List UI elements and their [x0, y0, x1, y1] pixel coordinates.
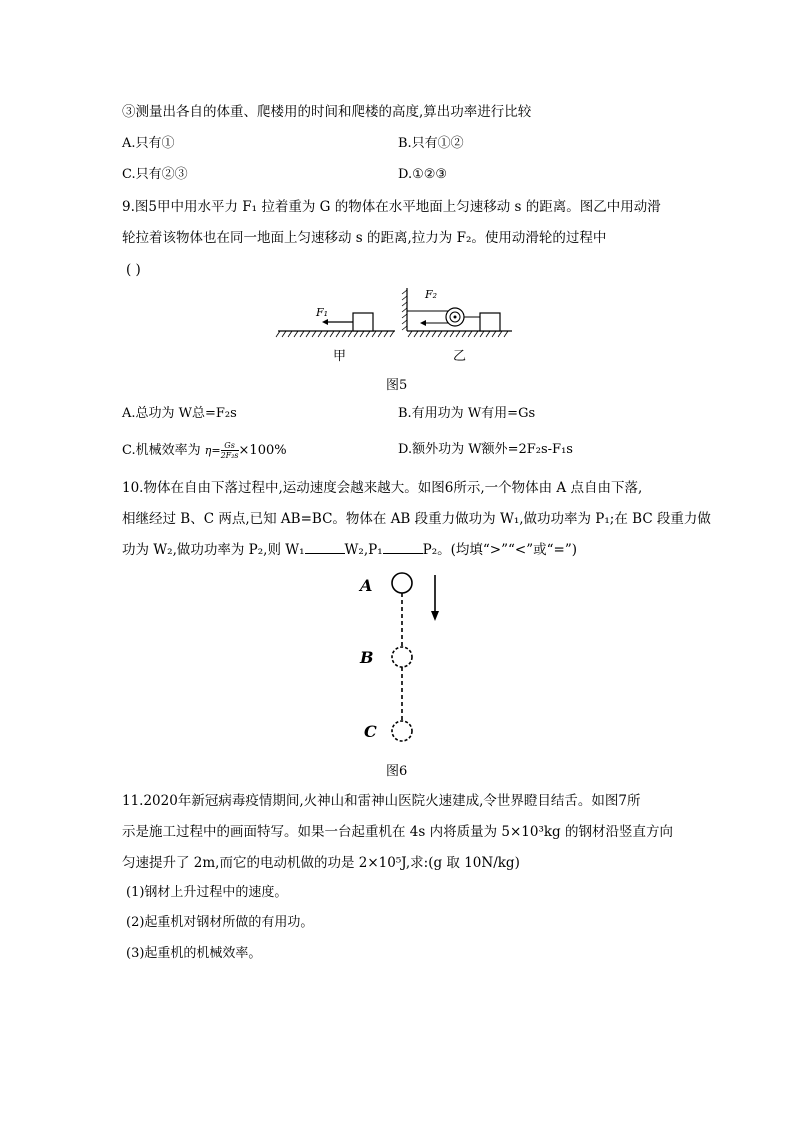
figure-6 [350, 565, 460, 755]
q9-option-c-eta: η= [204, 444, 221, 457]
fig6-label-c: C [364, 722, 377, 741]
q10-stem-line1: 10.物体在自由下落过程中,运动速度会越来越大。如图6所示,一个物体由 A 点自由下落, [122, 480, 643, 496]
q10-blank-2[interactable] [383, 541, 423, 554]
fig6-label-b: B [360, 648, 374, 667]
q11-subquestion-1: (1)钢材上升过程中的速度。 [126, 885, 288, 900]
fig5-jia-hatching [276, 331, 394, 337]
q11-stem-line1: 11.2020年新冠病毒疫情期间,火神山和雷神山医院火速建成,令世界瞪目结舌。如图7所 [122, 793, 641, 809]
q10-line3-part3: P₂。(均填“>”“<”或“=”) [422, 542, 577, 558]
fig5-caption: 图5 [386, 378, 408, 393]
q9-option-c-fraction [221, 441, 239, 460]
fig6-ball-a [392, 573, 412, 593]
fig5-yi-wall-hatching [402, 290, 407, 330]
q11-stem-line2: 示是施工过程中的画面特写。如果一台起重机在 4s 内将质量为 5×10³kg 的钢材沿竖直方向 [122, 824, 673, 840]
fig5-label-f2: F₂ [425, 288, 438, 301]
fig6-ball-b [392, 647, 412, 667]
q9-option-b: B.有用功为 W有用=Gs [398, 406, 536, 421]
fig5-yi-block [480, 313, 500, 331]
q9-option-c-suffix: ×100% [238, 443, 287, 458]
fig6-label-a: A [360, 576, 373, 595]
fig5-label-jia: 甲 [333, 349, 347, 364]
q9-option-c-prefix: C.机械效率为 [122, 443, 201, 458]
q9-option-c-denominator: 2F₂s [220, 451, 239, 460]
q8-option-b: B.只有①② [398, 136, 464, 151]
fig5-yi-hatching [408, 331, 508, 337]
q11-subquestion-3: (3)起重机的机械效率。 [126, 946, 262, 961]
q11-stem-line3: 匀速提升了 2m,而它的电动机做的功是 2×10⁵J,求:(g 取 10N/kg) [122, 855, 520, 871]
fig5-label-f1: F₁ [316, 306, 329, 319]
q9-option-a: A.总功为 W总=F₂s [122, 406, 237, 421]
q9-option-d: D.额外功为 W额外=2F₂s-F₁s [398, 442, 573, 457]
figure-5 [270, 284, 520, 374]
q10-stem-line2: 相继经过 B、C 两点,已知 AB=BC。物体在 AB 段重力做功为 W₁,做功功率为 P₁;在 BC 段重力做 [122, 511, 711, 527]
q9-option-c [122, 441, 287, 460]
q9-option-c-numerator: Gs [221, 441, 239, 451]
q8-item3: ③测量出各自的体重、爬楼用的时间和爬楼的高度,算出功率进行比较 [122, 104, 532, 120]
fig5-jia-block [353, 313, 373, 331]
q8-option-c: C.只有②③ [122, 167, 188, 182]
fig6-caption: 图6 [386, 764, 408, 779]
q8-option-d: D.①②③ [398, 167, 448, 182]
q8-option-a: A.只有① [122, 136, 175, 151]
q9-stem-line2: 轮拉着该物体也在同一地面上匀速移动 s 的距离,拉力为 F₂。使用动滑轮的过程中 [122, 230, 607, 246]
q9-answer-paren: ( ) [126, 262, 141, 278]
fig5-label-yi: 乙 [453, 349, 467, 364]
q10-stem-line3 [122, 541, 577, 559]
q10-line3-part1: 功为 W₂,做功功率为 P₂,则 W₁ [122, 542, 305, 558]
q10-line3-part2: W₂,P₁ [344, 542, 383, 558]
q9-stem-line1: 9.图5甲中用水平力 F₁ 拉着重为 G 的物体在水平地面上匀速移动 s 的距离。图乙中用动滑 [122, 199, 661, 215]
q11-subquestion-2: (2)起重机对钢材所做的有用功。 [126, 915, 314, 930]
q10-blank-1[interactable] [305, 541, 345, 554]
fig6-ball-c [392, 721, 412, 741]
